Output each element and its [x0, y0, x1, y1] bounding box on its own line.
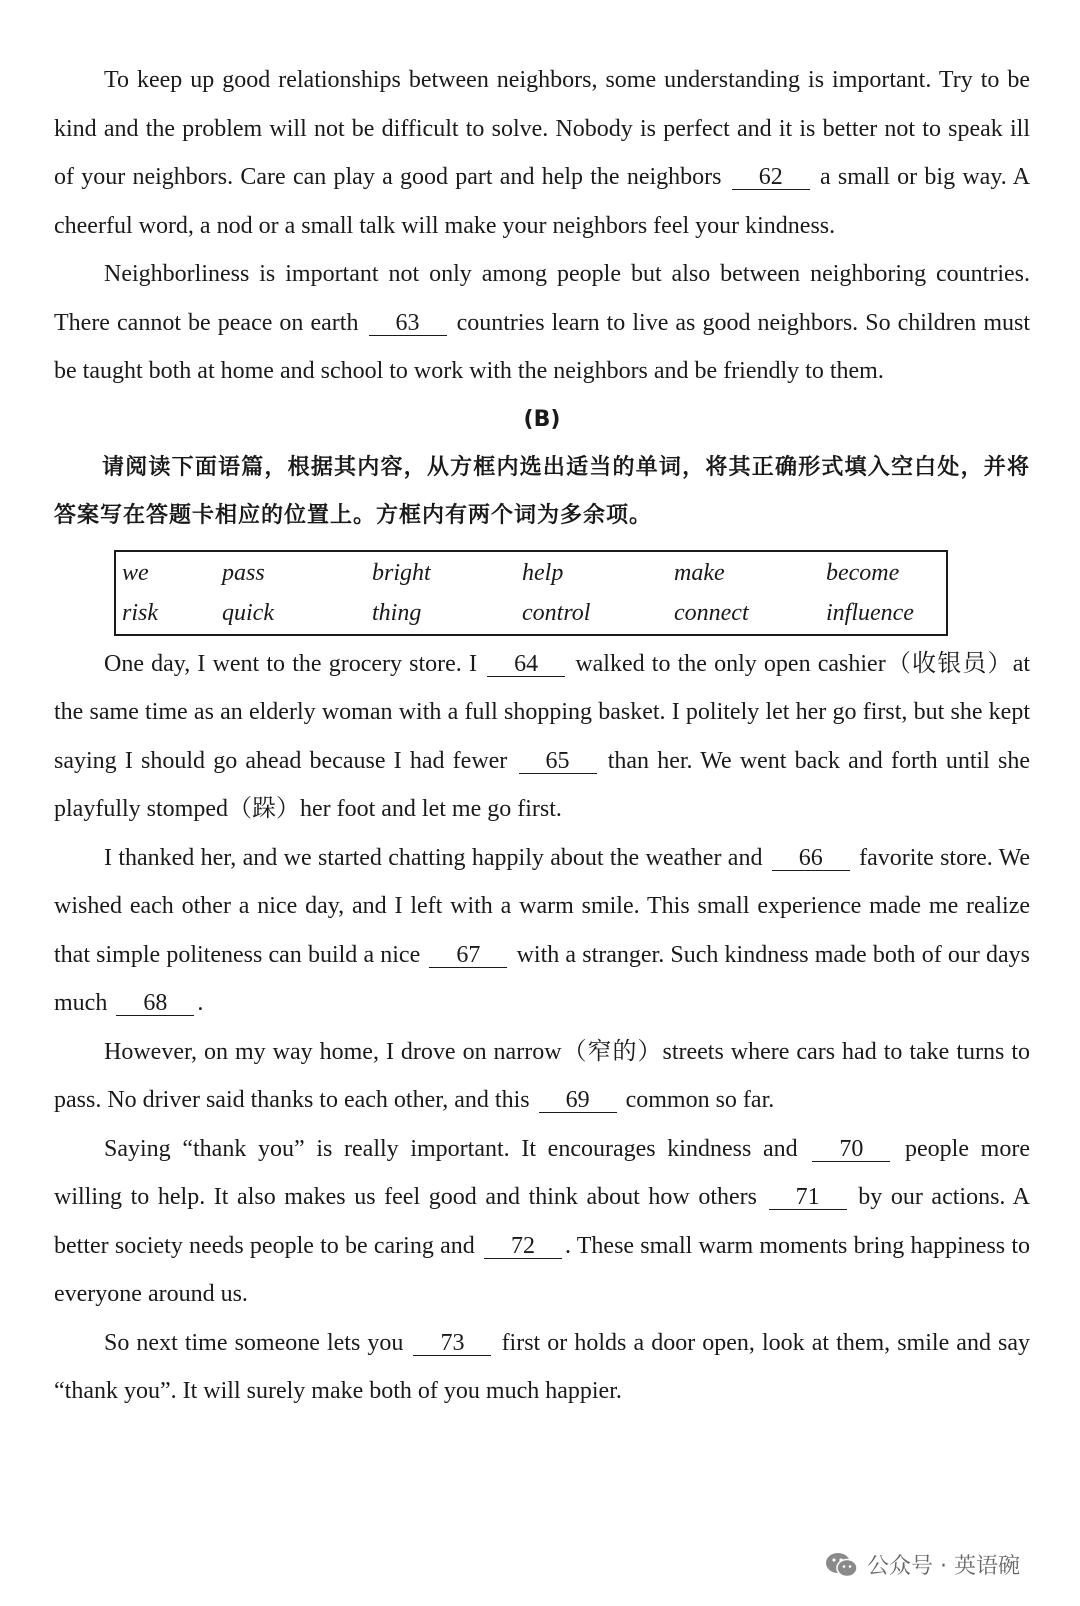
watermark — [825, 1549, 1020, 1580]
text: I thanked her, and we started chatting happily about the weather and — [104, 844, 763, 871]
paragraph-b5 — [54, 1319, 1030, 1416]
text: Neighborliness is important not only among people but also between neighboring countries. There cannot be peace on earth — [54, 261, 1030, 336]
blank-62: 62 — [732, 165, 810, 190]
word-option: make — [674, 559, 725, 586]
word-option: control — [522, 599, 591, 626]
blank-73: 73 — [413, 1331, 491, 1356]
word-option: thing — [372, 599, 422, 626]
text: So next time someone lets you — [104, 1329, 404, 1356]
blank-72: 72 — [484, 1234, 562, 1259]
text: first or holds a door open, look at them, smile and say “thank you”. It will surely make both of you much happier. — [54, 1329, 1031, 1404]
text: a small or big way. A cheerful word, a nod or a small talk will make your neighbors feel your kindness. — [54, 164, 1031, 239]
paragraph-a1 — [54, 56, 1030, 250]
paragraph-b4 — [54, 1125, 1030, 1319]
text: countries learn to live as good neighbors. So children must be taught both at home and school to work with the neighbors and be friendly to them. — [54, 309, 1030, 384]
section-title: (B) — [523, 406, 561, 432]
text: Saying “thank you” is really important. It encourages kindness and — [104, 1135, 798, 1162]
text: than her. We went back and forth until she playfully stomped（跺）her foot and let me go first. — [54, 747, 1031, 822]
text: . — [197, 990, 204, 1016]
paragraph-b3 — [54, 1028, 1030, 1125]
word-option: influence — [826, 599, 914, 626]
text: with a stranger. Such kindness made both of our days much — [54, 941, 1031, 1016]
word-option: become — [826, 559, 900, 586]
word-option: help — [522, 559, 564, 586]
blank-67: 67 — [429, 943, 507, 968]
word-option: risk — [122, 599, 158, 626]
text: people more willing to help. It also makes us feel good and think about how others — [54, 1135, 1030, 1210]
text: One day, I went to the grocery store. I — [104, 650, 477, 677]
word-box — [114, 550, 948, 636]
watermark-label: 公众号 · 英语碗 — [867, 1554, 1020, 1579]
text: However, on my way home, I drove on narrow（窄的）streets where cars had to take turns to pass. No driver said thanks to each other, and this — [54, 1038, 1030, 1113]
blank-63: 63 — [369, 311, 447, 336]
paragraph-a2 — [54, 250, 1030, 396]
text: by our actions. A better society needs people to be caring and — [54, 1184, 1031, 1259]
blank-71: 71 — [769, 1185, 847, 1210]
blank-69: 69 — [539, 1088, 617, 1113]
blank-64: 64 — [487, 652, 565, 677]
word-option: we — [122, 559, 149, 586]
paragraph-b1 — [54, 640, 1030, 834]
paragraph-b2 — [54, 834, 1030, 1028]
text: walked to the only open cashier（收银员）at the same time as an elderly woman with a full shopping basket. I politely let her go first, but she kept saying I should go ahead because I had fewer — [54, 650, 1031, 774]
blank-68: 68 — [116, 991, 194, 1016]
word-option: pass — [222, 559, 265, 586]
exam-page — [54, 56, 1030, 1416]
word-option: bright — [372, 559, 431, 586]
blank-66: 66 — [772, 846, 850, 871]
text: favorite store. We wished each other a nice day, and I left with a warm smile. This small experience made me realize that simple politeness can build a nice — [54, 844, 1031, 968]
text: common so far. — [625, 1087, 775, 1113]
word-option: connect — [674, 599, 749, 626]
wechat-icon — [825, 1551, 859, 1579]
text: To keep up good relationships between neighbors, some understanding is important. Try to be kind and the problem will not be difficult to solve. Nobody is perfect and it is better not to speak ill of your neighbors. Care can play a good part and help the neighbors — [54, 67, 1030, 190]
blank-70: 70 — [812, 1137, 890, 1162]
instructions: 请阅读下面语篇，根据其内容，从方框内选出适当的单词，将其正确形式填入空白处，并将答案写在答题卡相应的位置上。方框内有两个词为多余项。 — [54, 454, 1030, 528]
blank-65: 65 — [519, 749, 597, 774]
word-option: quick — [222, 599, 274, 626]
text: . These small warm moments bring happiness to everyone around us. — [54, 1232, 1031, 1307]
